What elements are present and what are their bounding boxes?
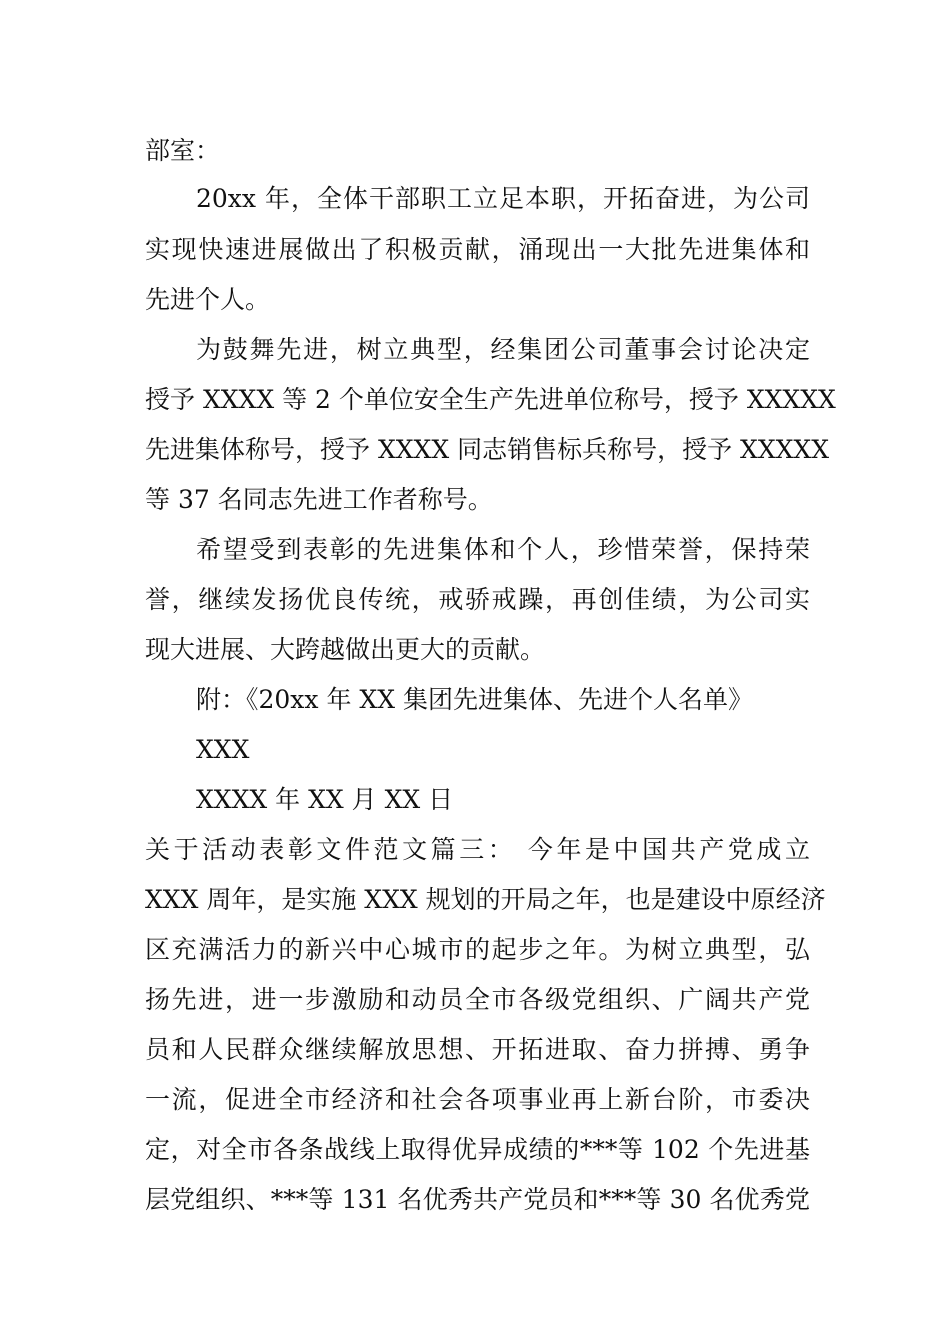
text-line: 部室： xyxy=(145,136,221,165)
text-line: 先进个人。 xyxy=(145,285,271,314)
text-line: 一流，促进全市经济和社会各项事业再上新台阶，市委决 xyxy=(145,1085,810,1114)
text-line: XXXX 年 XX 月 XX 日 xyxy=(196,785,454,814)
text-line: 希望受到表彰的先进集体和个人，珍惜荣誉，保持荣 xyxy=(196,535,810,564)
text-line: 等 37 名同志先进工作者称号。 xyxy=(145,485,493,514)
text-line: 现大进展、大跨越做出更大的贡献。 xyxy=(145,635,546,664)
text-line: 授予 XXXX 等 2 个单位安全生产先进单位称号，授予 XXXXX xyxy=(145,385,836,414)
text-line: 扬先进，进一步激励和动员全市各级党组织、广阔共产党 xyxy=(145,985,810,1014)
text-line: 区充满活力的新兴中心城市的起步之年。为树立典型，弘 xyxy=(145,935,810,964)
text-line: 层党组织、***等 131 名优秀共产党员和***等 30 名优秀党 xyxy=(145,1185,810,1214)
text-line: 附：《20xx 年 XX 集团先进集体、先进个人名单》 xyxy=(196,685,753,714)
text-line: 实现快速进展做出了积极贡献，涌现出一大批先进集体和 xyxy=(145,235,810,264)
text-line: 员和人民群众继续解放思想、开拓进取、奋力拼搏、勇争 xyxy=(145,1035,810,1064)
text-line: 为鼓舞先进，树立典型，经集团公司董事会讨论决定 xyxy=(196,335,810,364)
text-line: XXX xyxy=(196,735,250,764)
section-heading-line: 关于活动表彰文件范文篇三： 今年是中国共产党成立 xyxy=(145,835,810,864)
text-line: 先进集体称号，授予 XXXX 同志销售标兵称号，授予 XXXXX xyxy=(145,435,830,464)
text-line: 20xx 年，全体干部职工立足本职，开拓奋进，为公司 xyxy=(196,184,810,213)
text-line: XXX 周年，是实施 XXX 规划的开局之年，也是建设中原经济 xyxy=(145,885,826,914)
text-line: 定，对全市各条战线上取得优异成绩的***等 102 个先进基 xyxy=(145,1135,810,1164)
text-line: 誉，继续发扬优良传统，戒骄戒躁，再创佳绩，为公司实 xyxy=(145,585,810,614)
